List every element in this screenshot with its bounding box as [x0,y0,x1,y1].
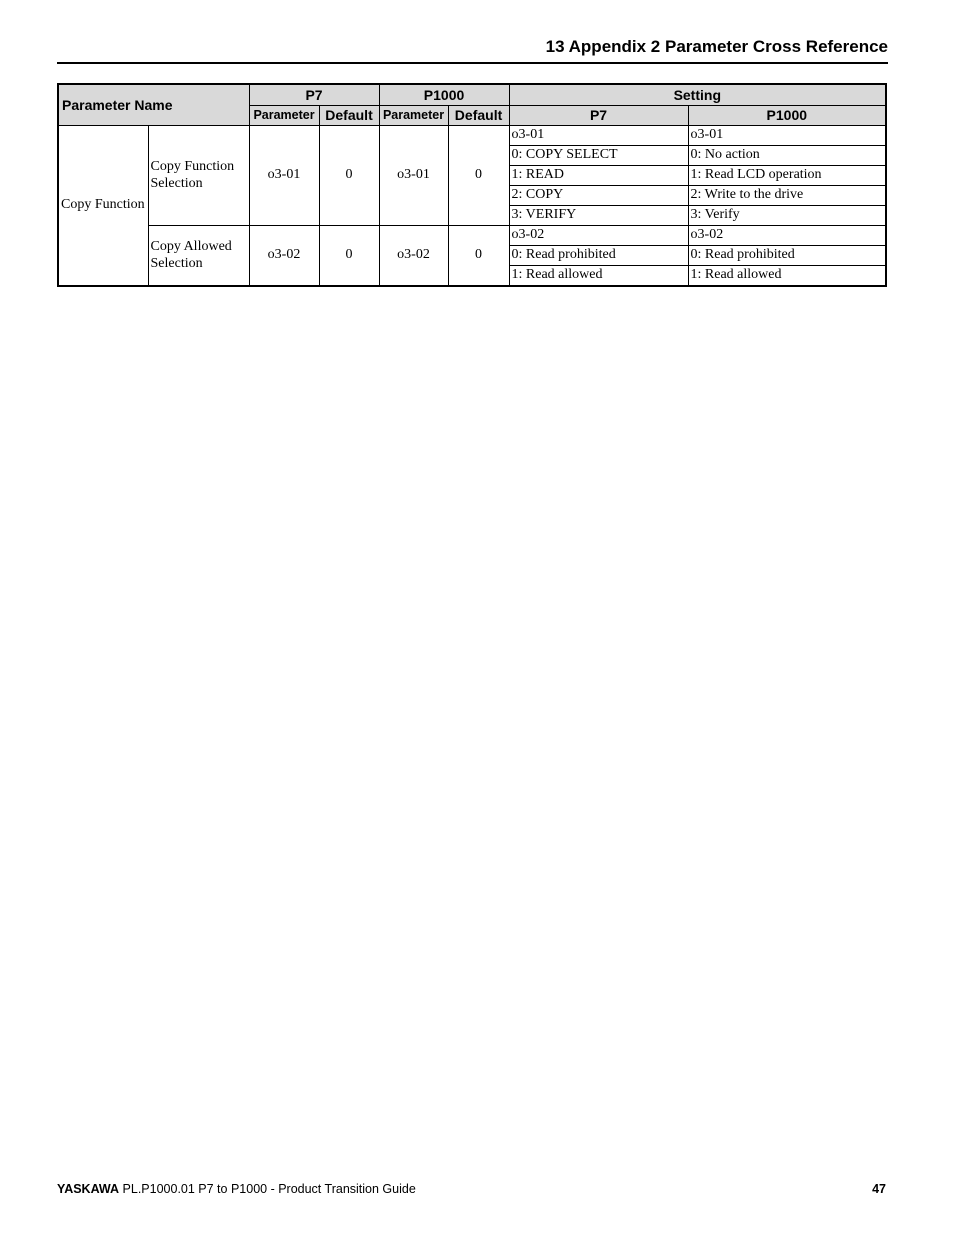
p1000-parameter: o3-01 [379,125,448,225]
table-row [58,125,886,145]
setting-p1000: 1: Read allowed [688,265,886,286]
parameter-table [57,83,887,287]
header-p7-parameter: Parameter [249,105,319,125]
setting-p1000: o3-02 [688,225,886,245]
setting-p7: 1: READ [509,165,688,185]
footer-brand: YASKAWA [57,1182,120,1196]
p1000-parameter: o3-02 [379,225,448,286]
p1000-default: 0 [448,225,509,286]
header-setting-p7: P7 [509,105,688,125]
header-p1000: P1000 [379,84,509,105]
header-setting: Setting [509,84,886,105]
header-p7: P7 [249,84,379,105]
setting-p7: o3-01 [509,125,688,145]
header-p1000-default: Default [448,105,509,125]
page-title: 13 Appendix 2 Parameter Cross Reference [545,37,888,56]
header-parameter-name: Parameter Name [58,84,249,125]
setting-p1000: 0: Read prohibited [688,245,886,265]
setting-p1000: 3: Verify [688,205,886,225]
p7-parameter: o3-02 [249,225,319,286]
header-setting-p1000: P1000 [688,105,886,125]
p1000-default: 0 [448,125,509,225]
p7-default: 0 [319,225,379,286]
p7-default: 0 [319,125,379,225]
setting-p1000: 2: Write to the drive [688,185,886,205]
setting-p1000: 1: Read LCD operation [688,165,886,185]
table-row [58,225,886,245]
p7-parameter: o3-01 [249,125,319,225]
setting-p1000: o3-01 [688,125,886,145]
page-number: 47 [872,1182,886,1196]
setting-p7: 3: VERIFY [509,205,688,225]
param-name-copy-allowed-selection: Copy Allowed Selection [148,225,249,286]
page-footer [57,1182,886,1196]
setting-p1000: 0: No action [688,145,886,165]
param-name-copy-function-selection: Copy Function Selection [148,125,249,225]
footer-doc-title: PL.P1000.01 P7 to P1000 - Product Transition Guide [119,1182,416,1196]
setting-p7: 0: Read prohibited [509,245,688,265]
setting-p7: 0: COPY SELECT [509,145,688,165]
setting-p7: 1: Read allowed [509,265,688,286]
page-header [57,37,888,64]
setting-p7: 2: COPY [509,185,688,205]
header-p7-default: Default [319,105,379,125]
group-copy-function: Copy Function [58,125,148,286]
header-p1000-parameter: Parameter [379,105,448,125]
setting-p7: o3-02 [509,225,688,245]
